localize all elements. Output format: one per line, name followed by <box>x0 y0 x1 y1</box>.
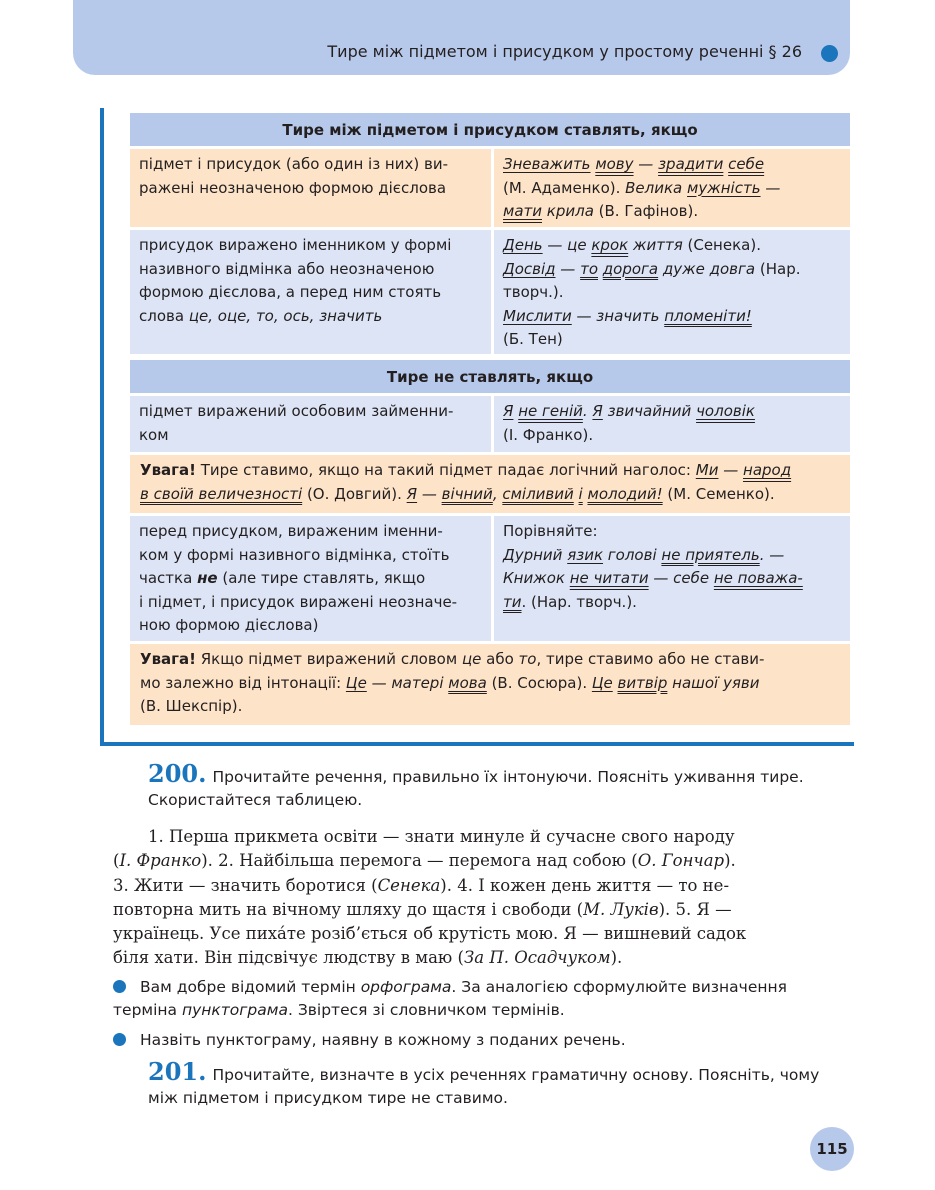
bullet-2: Назвіть пунктограму, наявну в кожному з поданих речень. <box>113 1029 851 1052</box>
row-1-condition: підмет і присудок (або один із них) ви- ражені неозначеною формою дієслова <box>130 149 491 227</box>
page-number: 115 <box>810 1127 854 1171</box>
exercise-200-text: 1. Перша прикмета освіти — знати минуле й сучасне свого народу (І. Франко). 2. Найбільша перемога — перемога над собою (О. Гончар). 3. Жити — значить боротися (Сенека). 4. І кожен день життя — то не- повторна мить на вічному шляху до щастя і свободи (М. Луків). 5. Я — українець. Усе пиха́те розіб’ється об крутість мою. Я — вишневий садок біля хати. Він підсвічує людству в маю (За П. Осадчуком). <box>113 827 747 968</box>
table-section-2-title: Тире не ставлять, якщо <box>130 360 850 393</box>
exercise-201-number: 201. <box>148 1057 207 1086</box>
header-dot-icon <box>821 45 838 62</box>
note-2: Увага! Якщо підмет виражений словом це або то, тире ставимо або не стави- мо залежно від інтонації: Це — матері мова (В. Сосюра). Це витвір нашої уяви (В. Шекспір). <box>130 644 850 725</box>
row-3-condition: підмет виражений особовим займенни- ком <box>130 396 491 452</box>
row-1-example: Зневажить мову — зрадити себе (М. Адаменко). Велика мужність — мати крила (В. Гафінов). <box>494 149 850 227</box>
exercise-201-task: 201. Прочитайте, визначте в усіх реченнях граматичну основу. Поясніть, чому між підметом і присудком тире не ставимо. <box>148 1057 820 1107</box>
page-header <box>73 0 850 75</box>
bullet-dot-icon <box>113 1033 126 1046</box>
header-title: Тире між підметом і присудком у простому реченні § 26 <box>327 42 802 61</box>
exercise-200-number: 200. <box>148 759 207 788</box>
row-4-example: Порівняйте: Дурний язик голові не приятель. — Книжок не читати — себе не поважа- ти. (Нар. творч.). <box>494 516 850 641</box>
row-2-condition: присудок виражено іменником у формі називного відмінка або неозначеною формою дієслова, а перед ним стоять слова це, оце, то, ось, значить <box>130 230 491 354</box>
bullet-1: Вам добре відомий термін орфограма. За аналогією сформулюйте визначення терміна пунктограма. Звіртеся зі словничком термінів. <box>113 978 787 1019</box>
row-2-example: День — це крок життя (Сенека). Досвід — то дорога дуже довга (Нар. творч.). Мислити — значить пломеніти! (Б. Тен) <box>494 230 850 354</box>
table-section-1-title: Тире між підметом і присудком ставлять, якщо <box>130 113 850 146</box>
bullet-dot-icon <box>113 980 126 993</box>
exercise-200-task: 200. Прочитайте речення, правильно їх інтонуючи. Поясніть уживання тире. Скористайтеся таблицею. <box>148 759 804 809</box>
note-1: Увага! Тире ставимо, якщо на такий підмет падає логічний наголос: Ми — народ в своїй величезності (О. Довгий). Я — вічний, сміливий і молодий! (М. Семенко). <box>130 455 850 513</box>
row-3-example: Я не геній. Я звичайний чоловік (І. Франко). <box>494 396 850 452</box>
row-4-condition: перед присудком, вираженим іменни- ком у формі називного відмінка, стоїть частка не (але тире ставлять, якщо і підмет, і присудок виражені неозначе- ною формою дієслова) <box>130 516 491 641</box>
